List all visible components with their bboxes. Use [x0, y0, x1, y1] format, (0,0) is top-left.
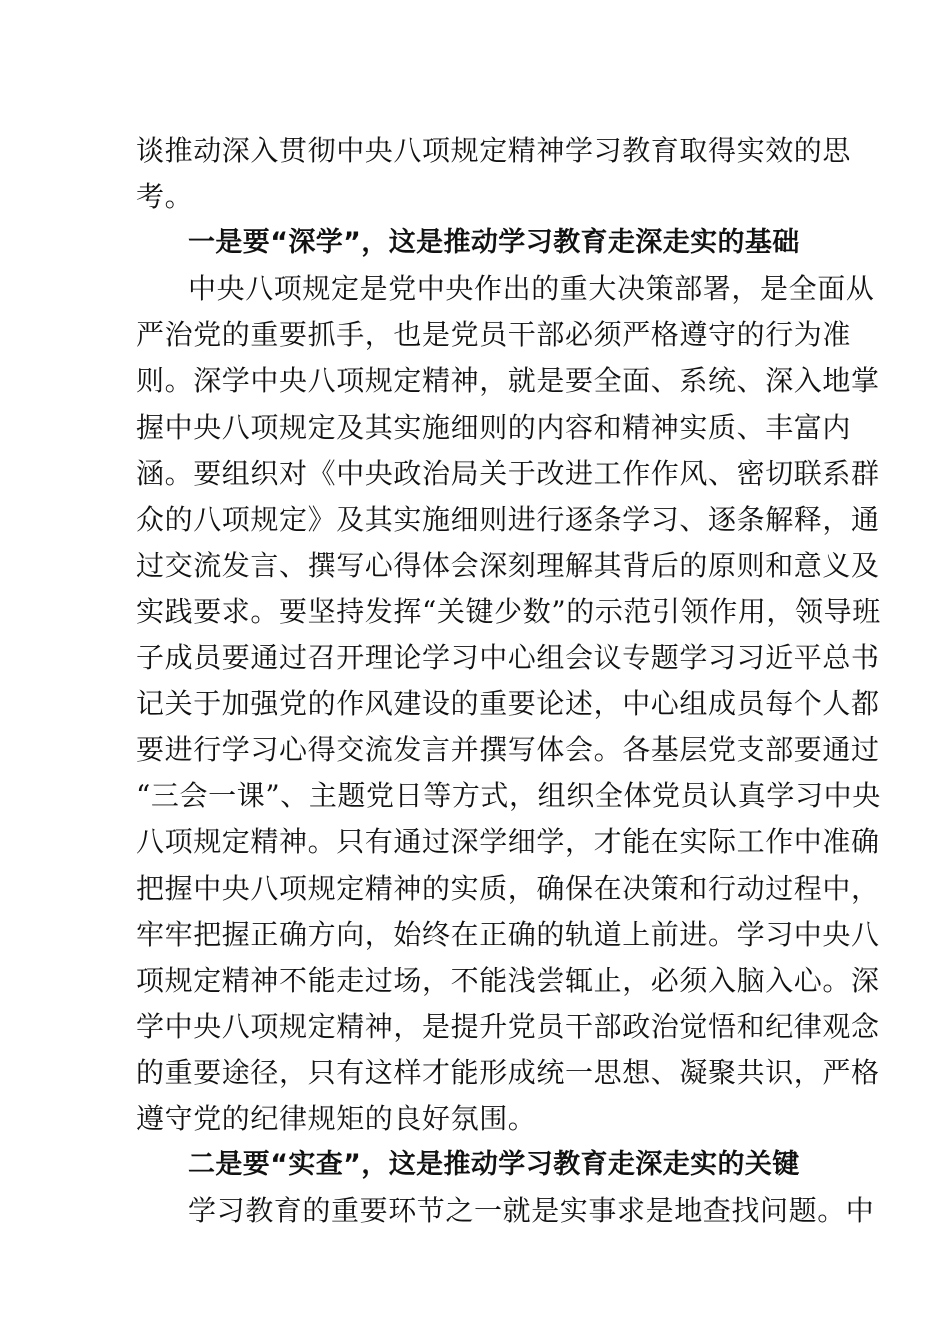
section-1-line: 遵守党的纪律规矩的良好氛围。: [136, 1101, 537, 1135]
intro-line-2: 考。: [136, 180, 194, 214]
document-body: [136, 128, 881, 1234]
section-1-line: 的重要途径，只有这样才能形成统一思想、凝聚共识，严格: [136, 1055, 880, 1089]
section-1-line: 八项规定精神。只有通过深学细学，才能在实际工作中准确: [136, 825, 880, 859]
section-1-line: 子成员要通过召开理论学习中心组会议专题学习习近平总书: [136, 641, 880, 675]
intro-line-1: 谈推动深入贯彻中央八项规定精神学习教育取得实效的思: [136, 134, 852, 167]
section-2-heading: 二是要“实查”，这是推动学习教育走深走实的关键: [188, 1149, 800, 1181]
section-1-line: 涵。要组织对《中央政治局关于改进工作作风、密切联系群: [136, 456, 880, 490]
section-1-line: 牢牢把握正确方向，始终在正确的轨道上前进。学习中央八: [136, 917, 880, 951]
section-1-line: 项规定精神不能走过场，不能浅尝辄止，必须入脑入心。深: [136, 963, 880, 997]
section-1-line: 要进行学习心得交流发言并撰写体会。各基层党支部要通过: [136, 733, 880, 767]
section-1-line: 把握中央八项规定精神的实质，确保在决策和行动过程中，: [136, 871, 880, 905]
section-1-line: 则。深学中央八项规定精神，就是要全面、系统、深入地掌: [136, 364, 880, 398]
section-1-line: 记关于加强党的作风建设的重要论述，中心组成员每个人都: [136, 687, 880, 721]
section-2-line: 学习教育的重要环节之一就是实事求是地查找问题。中: [188, 1194, 875, 1228]
section-1-line: 中央八项规定是党中央作出的重大决策部署，是全面从: [188, 272, 875, 306]
section-1-line: “三会一课”、主题党日等方式，组织全体党员认真学习中央: [136, 779, 881, 813]
section-1-line: 严治党的重要抓手，也是党员干部必须严格遵守的行为准: [136, 318, 852, 352]
section-1-line: 实践要求。要坚持发挥“关键少数”的示范引领作用，领导班: [136, 594, 881, 628]
section-1-line: 众的八项规定》及其实施细则进行逐条学习、逐条解释，通: [136, 502, 880, 536]
section-1-line: 学中央八项规定精神，是提升党员干部政治觉悟和纪律观念: [136, 1009, 880, 1043]
section-1-line: 握中央八项规定及其实施细则的内容和精神实质、丰富内: [136, 410, 852, 444]
section-1-heading: 一是要“深学”，这是推动学习教育走深走实的基础: [188, 227, 800, 259]
section-1-line: 过交流发言、撰写心得体会深刻理解其背后的原则和意义及: [136, 548, 880, 582]
